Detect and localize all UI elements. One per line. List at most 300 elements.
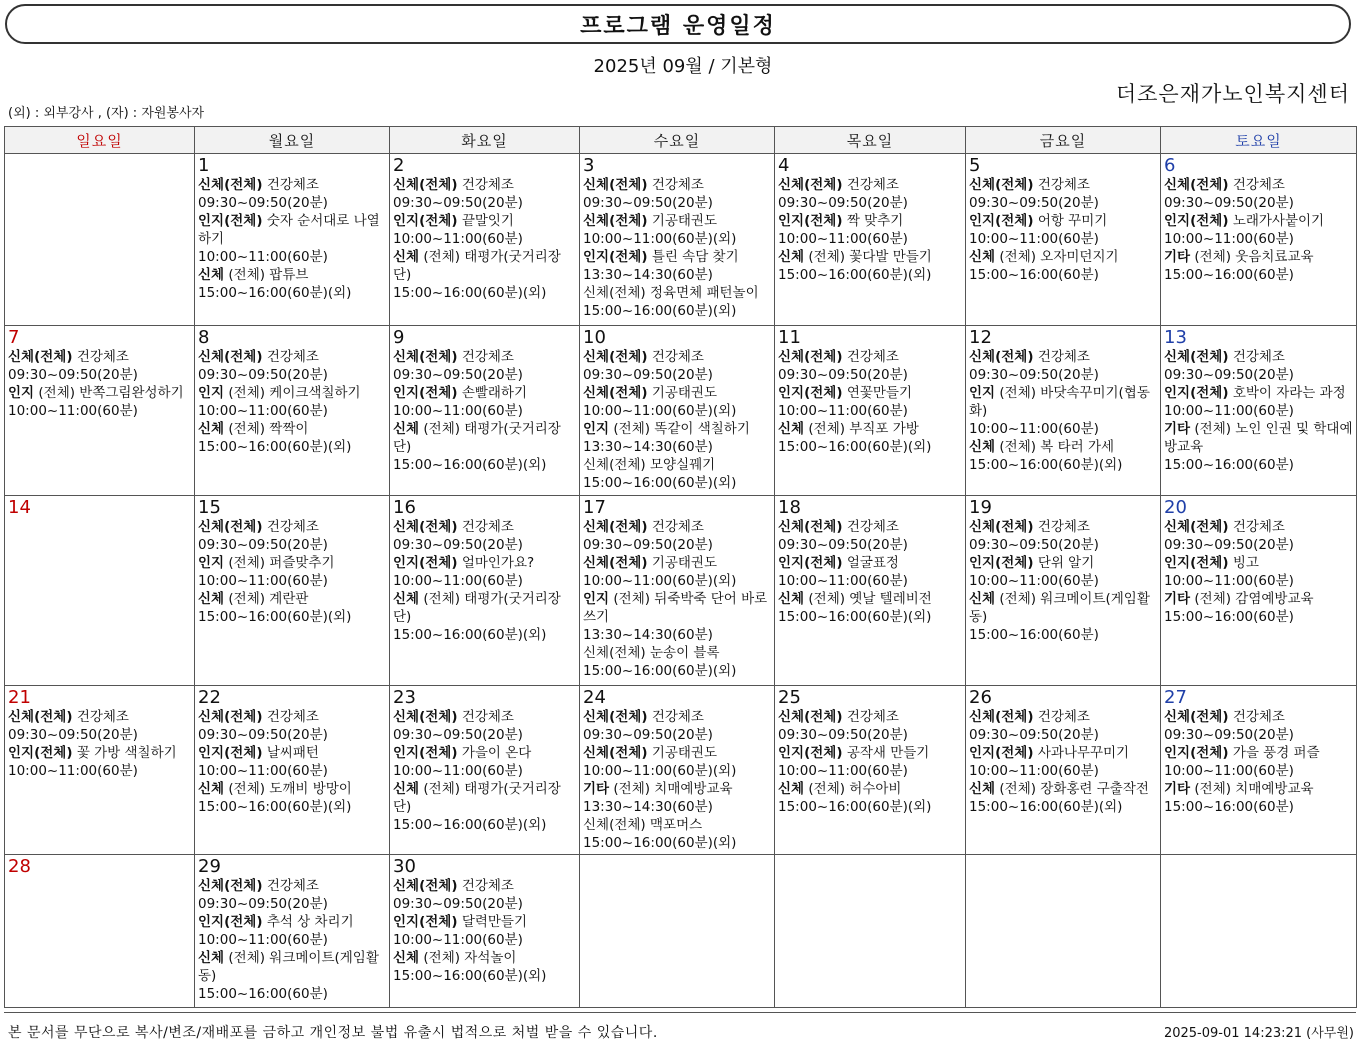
activity-line xyxy=(393,967,576,985)
activity-line xyxy=(198,985,386,1003)
activity-text: 10:00~11:00(60분) xyxy=(393,231,523,247)
day-number: 25 xyxy=(778,687,801,708)
activity-line xyxy=(583,834,771,852)
activity-line xyxy=(969,708,1157,726)
activity-text: 15:00~16:00(60분)(외) xyxy=(778,439,932,455)
activity-text: (전체) 장화홍련 구출작전 xyxy=(999,781,1149,797)
calendar-body xyxy=(5,154,1357,1008)
activity-category: 인지(전체) xyxy=(778,745,843,761)
day-cell xyxy=(775,686,966,855)
day-number: 8 xyxy=(198,327,210,348)
activity-category: 인지(전체) xyxy=(393,745,458,761)
activity-line xyxy=(198,708,386,726)
activity-line xyxy=(393,708,576,726)
activity-text: 09:30~09:50(20분) xyxy=(1164,537,1294,553)
day-cell xyxy=(580,326,775,496)
title-text: 프로그램 운영일정 xyxy=(580,13,776,39)
day-cell xyxy=(580,496,775,686)
activity-category: 신체 xyxy=(198,950,225,966)
activity-category: 인지(전체) xyxy=(1164,385,1229,401)
activity-category: 신체 xyxy=(393,249,420,265)
activity-line xyxy=(969,762,1157,780)
activity-line xyxy=(778,212,962,230)
activity-category: 인지(전체) xyxy=(393,213,458,229)
activity-text: 건강체조 xyxy=(846,519,899,535)
activity-text: 10:00~11:00(60분)(외) xyxy=(583,763,737,779)
activity-line xyxy=(778,230,962,248)
activity-line xyxy=(969,536,1157,554)
activity-category: 인지(전체) xyxy=(969,745,1034,761)
activity-text: 09:30~09:50(20분) xyxy=(969,367,1099,383)
activity-category: 신체 xyxy=(778,249,805,265)
activity-line xyxy=(583,726,771,744)
activity-text: 건강체조 xyxy=(461,709,514,725)
activity-line xyxy=(198,798,386,816)
activity-category: 신체(전체) xyxy=(8,709,73,725)
activity-line xyxy=(198,590,386,608)
day-cell xyxy=(1161,154,1357,326)
activity-text: (전체) 바닷속꾸미기(협동화) xyxy=(969,385,1150,419)
activity-category: 신체(전체) xyxy=(778,709,843,725)
activity-category: 인지(전체) xyxy=(969,555,1034,571)
activity-line xyxy=(1164,608,1353,626)
activity-line xyxy=(1164,348,1353,366)
activity-line xyxy=(393,626,576,644)
activity-text: 09:30~09:50(20분) xyxy=(778,195,908,211)
activity-text: 09:30~09:50(20분) xyxy=(198,727,328,743)
activity-line xyxy=(8,708,191,726)
activity-text: 10:00~11:00(60분) xyxy=(1164,763,1294,779)
day-cell xyxy=(195,154,390,326)
activity-text: (전체) 노인 인권 및 학대예방교육 xyxy=(1164,421,1353,455)
day-cell xyxy=(1161,686,1357,855)
calendar-table xyxy=(4,126,1357,1008)
day-cell xyxy=(580,855,775,1008)
activity-text: 추석 상 차리기 xyxy=(266,914,354,930)
activity-line xyxy=(393,816,576,834)
day-cell xyxy=(5,686,195,855)
activity-category: 인지(전체) xyxy=(1164,555,1229,571)
activity-line xyxy=(8,726,191,744)
day-number: 3 xyxy=(583,155,595,176)
day-number: 24 xyxy=(583,687,606,708)
activity-text: 09:30~09:50(20분) xyxy=(969,195,1099,211)
activity-line xyxy=(1164,798,1353,816)
activity-line xyxy=(969,780,1157,798)
activity-category: 인지(전체) xyxy=(393,914,458,930)
activity-text: 15:00~16:00(60분)(외) xyxy=(393,457,547,473)
activity-text: 10:00~11:00(60분) xyxy=(1164,231,1294,247)
activity-line xyxy=(8,744,191,762)
activity-category: 신체 xyxy=(393,421,420,437)
activity-line xyxy=(393,744,576,762)
activity-line xyxy=(583,348,771,366)
activity-line xyxy=(393,780,576,816)
activity-line xyxy=(778,266,962,284)
activity-text: 09:30~09:50(20분) xyxy=(198,896,328,912)
activity-line xyxy=(969,366,1157,384)
activity-line xyxy=(583,662,771,680)
activity-line xyxy=(198,366,386,384)
activity-line xyxy=(583,438,771,456)
activity-line xyxy=(778,762,962,780)
activity-text: 09:30~09:50(20분) xyxy=(1164,367,1294,383)
day-number: 5 xyxy=(969,155,981,176)
activity-text: 건강체조 xyxy=(846,349,899,365)
activity-text: 꽃 가방 색칠하기 xyxy=(76,745,177,761)
activity-text: 09:30~09:50(20분) xyxy=(8,367,138,383)
day-number: 26 xyxy=(969,687,992,708)
activity-line xyxy=(583,248,771,266)
activity-category: 인지 xyxy=(583,421,610,437)
activity-category: 신체(전체) xyxy=(969,177,1034,193)
activity-text: 15:00~16:00(60분) xyxy=(1164,457,1294,473)
activity-line xyxy=(1164,456,1353,474)
activity-category: 신체 xyxy=(198,591,225,607)
activity-text: 15:00~16:00(60분)(외) xyxy=(778,609,932,625)
day-number: 12 xyxy=(969,327,992,348)
activity-line xyxy=(778,744,962,762)
legend: (외) : 외부강사 , (자) : 자원봉사자 xyxy=(8,106,205,121)
activity-line xyxy=(1164,518,1353,536)
activity-line xyxy=(393,248,576,284)
activity-text: 09:30~09:50(20분) xyxy=(778,367,908,383)
activity-text: 10:00~11:00(60분) xyxy=(393,403,523,419)
day-number: 30 xyxy=(393,856,416,877)
activity-category: 신체 xyxy=(778,591,805,607)
activity-line xyxy=(778,348,962,366)
activity-line xyxy=(969,176,1157,194)
activity-text: 15:00~16:00(60분)(외) xyxy=(198,609,352,625)
activity-line xyxy=(1164,780,1353,798)
activity-line xyxy=(393,194,576,212)
footer-note: 본 문서를 무단으로 복사/변조/재배포를 금하고 개인정보 불법 유출시 법적으로 처벌 받을 수 있습니다. xyxy=(8,1025,658,1041)
activity-text: 09:30~09:50(20분) xyxy=(778,537,908,553)
activity-category: 신체 xyxy=(969,439,996,455)
activity-text: 건강체조 xyxy=(1232,519,1285,535)
activity-line xyxy=(778,536,962,554)
activity-line xyxy=(969,590,1157,626)
day-cell xyxy=(390,686,580,855)
activity-text: 기공태권도 xyxy=(651,213,718,229)
activity-line xyxy=(393,895,576,913)
activity-text: 건강체조 xyxy=(266,177,319,193)
day-cell xyxy=(390,154,580,326)
activity-text: 10:00~11:00(60분) xyxy=(198,573,328,589)
activity-category: 인지(전체) xyxy=(778,213,843,229)
activity-line xyxy=(583,212,771,230)
activity-text: 10:00~11:00(60분) xyxy=(393,763,523,779)
activity-text: 건강체조 xyxy=(651,177,704,193)
activity-text: 15:00~16:00(60분)(외) xyxy=(969,799,1123,815)
activity-line xyxy=(393,554,576,572)
day-cell xyxy=(390,326,580,496)
activity-text: 건강체조 xyxy=(266,878,319,894)
activity-line xyxy=(969,420,1157,438)
activity-text: 10:00~11:00(60분) xyxy=(1164,573,1294,589)
activity-text: 짝 맞추기 xyxy=(846,213,904,229)
activity-category: 신체(전체) xyxy=(393,709,458,725)
day-cell xyxy=(195,326,390,496)
activity-category: 신체(전체) xyxy=(583,709,648,725)
activity-text: 09:30~09:50(20분) xyxy=(583,367,713,383)
day-cell xyxy=(195,496,390,686)
activity-line xyxy=(393,762,576,780)
activity-line xyxy=(198,554,386,572)
day-cell xyxy=(966,855,1161,1008)
activity-text: 15:00~16:00(60분) xyxy=(198,986,328,1002)
activity-line xyxy=(778,194,962,212)
activity-line xyxy=(778,402,962,420)
day-number: 16 xyxy=(393,497,416,518)
activity-line xyxy=(583,194,771,212)
activity-category: 신체(전체) xyxy=(393,878,458,894)
activity-text: 건강체조 xyxy=(461,878,514,894)
day-number: 2 xyxy=(393,155,405,176)
activity-text: 10:00~11:00(60분) xyxy=(778,763,908,779)
activity-text: (전체) 옛날 텔레비전 xyxy=(808,591,932,607)
activity-text: 신체(전체) 눈송이 블록 xyxy=(583,645,720,661)
activity-text: 10:00~11:00(60분) xyxy=(969,763,1099,779)
activity-line xyxy=(198,284,386,302)
activity-line xyxy=(198,384,386,402)
activity-text: 얼마인가요? xyxy=(461,555,535,571)
day-cell xyxy=(775,496,966,686)
day-cell xyxy=(966,326,1161,496)
activity-category: 신체(전체) xyxy=(198,177,263,193)
activity-text: 15:00~16:00(60분)(외) xyxy=(198,799,352,815)
activity-text: 기공태권도 xyxy=(651,555,718,571)
day-cell xyxy=(966,496,1161,686)
week-row xyxy=(5,326,1357,496)
day-number: 9 xyxy=(393,327,405,348)
activity-category: 인지(전체) xyxy=(778,385,843,401)
activity-text: 10:00~11:00(60분) xyxy=(778,573,908,589)
activity-text: 노래가사붙이기 xyxy=(1232,213,1325,229)
activity-text: 10:00~11:00(60분) xyxy=(778,403,908,419)
activity-text: (전체) 워크메이트(게임활동) xyxy=(969,591,1150,625)
activity-text: (전체) 케이크색칠하기 xyxy=(228,385,361,401)
activity-text: 건강체조 xyxy=(651,709,704,725)
activity-line xyxy=(778,608,962,626)
week-row xyxy=(5,154,1357,326)
activity-line xyxy=(198,726,386,744)
activity-text: 15:00~16:00(60분)(외) xyxy=(969,457,1123,473)
activity-line xyxy=(778,590,962,608)
printed-timestamp: 2025-09-01 14:23:21 (사무원) xyxy=(1163,1026,1354,1041)
activity-text: (전체) 계란판 xyxy=(228,591,309,607)
activity-line xyxy=(583,798,771,816)
day-cell xyxy=(195,855,390,1008)
day-cell xyxy=(775,855,966,1008)
activity-category: 인지 xyxy=(8,385,35,401)
activity-line xyxy=(198,536,386,554)
activity-line xyxy=(393,949,576,967)
week-row xyxy=(5,686,1357,855)
activity-category: 기타 xyxy=(583,781,610,797)
activity-text: 건강체조 xyxy=(266,709,319,725)
activity-text: 가을이 온다 xyxy=(461,745,532,761)
activity-text: 건강체조 xyxy=(846,709,899,725)
activity-text: 15:00~16:00(60분)(외) xyxy=(583,475,737,491)
activity-line xyxy=(1164,248,1353,266)
activity-category: 신체(전체) xyxy=(198,709,263,725)
activity-category: 인지(전체) xyxy=(1164,745,1229,761)
activity-text: (전체) 허수아비 xyxy=(808,781,902,797)
day-cell xyxy=(5,154,195,326)
activity-text: 15:00~16:00(60분)(외) xyxy=(778,267,932,283)
activity-line xyxy=(583,780,771,798)
activity-text: 15:00~16:00(60분) xyxy=(969,267,1099,283)
day-number: 4 xyxy=(778,155,790,176)
activity-category: 신체(전체) xyxy=(778,519,843,535)
activity-text: 15:00~16:00(60분)(외) xyxy=(198,285,352,301)
activity-text: (전체) 워크메이트(게임활동) xyxy=(198,950,379,984)
activity-category: 신체(전체) xyxy=(969,709,1034,725)
activity-text: 10:00~11:00(60분) xyxy=(198,403,328,419)
activity-text: 어항 꾸미기 xyxy=(1037,213,1108,229)
activity-text: (전체) 태평가(굿거리장단) xyxy=(393,249,561,283)
activity-line xyxy=(393,456,576,474)
day-number: 23 xyxy=(393,687,416,708)
activity-text: 신체(전체) 정육면체 패턴놀이 15:00~16:00(60분)(외) xyxy=(583,285,759,319)
activity-text: 10:00~11:00(60분)(외) xyxy=(583,231,737,247)
activity-line xyxy=(583,366,771,384)
weekday-saturday: 토요일 xyxy=(1161,127,1357,154)
activity-category: 인지 xyxy=(198,385,225,401)
activity-line xyxy=(778,420,962,438)
activity-text: 가을 풍경 퍼즐 xyxy=(1232,745,1320,761)
activity-line xyxy=(778,554,962,572)
activity-text: 신체(전체) 맥포머스 xyxy=(583,817,703,833)
activity-line xyxy=(393,348,576,366)
page-title xyxy=(5,4,1351,44)
activity-text: (전체) 꽃다발 만들기 xyxy=(808,249,932,265)
activity-category: 신체 xyxy=(969,249,996,265)
activity-text: 09:30~09:50(20분) xyxy=(393,727,523,743)
activity-text: (전체) 도깨비 방망이 xyxy=(228,781,352,797)
activity-line xyxy=(198,248,386,266)
activity-category: 신체 xyxy=(969,591,996,607)
day-cell xyxy=(5,496,195,686)
activity-line xyxy=(583,572,771,590)
activity-category: 신체 xyxy=(198,267,225,283)
activity-line xyxy=(583,518,771,536)
activity-text: 09:30~09:50(20분) xyxy=(583,537,713,553)
activity-line xyxy=(393,402,576,420)
weekday-wednesday: 수요일 xyxy=(580,127,775,154)
day-cell xyxy=(580,686,775,855)
activity-line xyxy=(198,266,386,284)
activity-text: 09:30~09:50(20분) xyxy=(8,727,138,743)
activity-line xyxy=(778,248,962,266)
activity-text: 손빨래하기 xyxy=(461,385,528,401)
activity-line xyxy=(393,877,576,895)
activity-line xyxy=(198,949,386,985)
activity-text: 15:00~16:00(60분)(외) xyxy=(393,285,547,301)
activity-line xyxy=(1164,194,1353,212)
activity-text: 09:30~09:50(20분) xyxy=(198,537,328,553)
activity-text: 건강체조 xyxy=(651,349,704,365)
activity-line xyxy=(198,194,386,212)
activity-category: 인지 xyxy=(583,591,610,607)
activity-category: 인지(전체) xyxy=(969,213,1034,229)
day-number: 10 xyxy=(583,327,606,348)
activity-category: 신체(전체) xyxy=(969,519,1034,535)
activity-line xyxy=(393,536,576,554)
activity-text: 빙고 xyxy=(1232,555,1259,571)
day-cell xyxy=(1161,326,1357,496)
activity-line xyxy=(198,212,386,248)
activity-category: 신체(전체) xyxy=(198,519,263,535)
activity-text: 15:00~16:00(60분)(외) xyxy=(583,835,737,851)
activity-text: 15:00~16:00(60분)(외) xyxy=(393,968,547,984)
weekday-sunday: 일요일 xyxy=(5,127,195,154)
activity-text: 09:30~09:50(20분) xyxy=(778,727,908,743)
activity-text: (전체) 감염예방교육 xyxy=(1194,591,1314,607)
month-subtitle: 2025년 09월 / 기본형 xyxy=(593,56,773,77)
activity-category: 신체 xyxy=(393,591,420,607)
activity-text: 15:00~16:00(60분)(외) xyxy=(778,799,932,815)
activity-line xyxy=(198,762,386,780)
activity-text: (전체) 퍼즐맞추기 xyxy=(228,555,335,571)
activity-line xyxy=(583,420,771,438)
activity-line xyxy=(8,366,191,384)
activity-line xyxy=(969,518,1157,536)
activity-category: 기타 xyxy=(1164,591,1191,607)
activity-text: 10:00~11:00(60분)(외) xyxy=(583,403,737,419)
activity-line xyxy=(778,798,962,816)
activity-text: 신체(전체) 모양실꿰기 xyxy=(583,457,716,473)
activity-text: 13:30~14:30(60분) xyxy=(583,627,713,643)
activity-category: 인지(전체) xyxy=(198,745,263,761)
activity-line xyxy=(198,931,386,949)
activity-line xyxy=(583,708,771,726)
activity-text: 10:00~11:00(60분) xyxy=(198,249,328,265)
week-row xyxy=(5,496,1357,686)
activity-line xyxy=(1164,366,1353,384)
activity-line xyxy=(969,456,1157,474)
day-number: 15 xyxy=(198,497,221,518)
activity-text: 10:00~11:00(60분) xyxy=(778,231,908,247)
activity-text: 공작새 만들기 xyxy=(846,745,930,761)
activity-line xyxy=(393,913,576,931)
activity-text: 틀린 속담 찾기 xyxy=(651,249,739,265)
weekday-tuesday: 화요일 xyxy=(390,127,580,154)
activity-text: 사과나무꾸미기 xyxy=(1037,745,1130,761)
activity-category: 신체(전체) xyxy=(583,519,648,535)
activity-line xyxy=(8,384,191,402)
activity-line xyxy=(583,816,771,834)
activity-category: 인지 xyxy=(198,555,225,571)
activity-text: 15:00~16:00(60분) xyxy=(1164,799,1294,815)
activity-text: 10:00~11:00(60분) xyxy=(1164,403,1294,419)
activity-category: 신체(전체) xyxy=(969,349,1034,365)
activity-text: 기공태권도 xyxy=(651,745,718,761)
activity-line xyxy=(583,456,771,474)
activity-line xyxy=(969,248,1157,266)
day-cell xyxy=(390,496,580,686)
day-number: 14 xyxy=(8,497,31,518)
activity-line xyxy=(198,608,386,626)
activity-text: 건강체조 xyxy=(461,349,514,365)
activity-line xyxy=(1164,536,1353,554)
activity-line xyxy=(198,176,386,194)
activity-line xyxy=(583,176,771,194)
day-number: 27 xyxy=(1164,687,1187,708)
activity-line xyxy=(583,554,771,572)
activity-line xyxy=(583,744,771,762)
